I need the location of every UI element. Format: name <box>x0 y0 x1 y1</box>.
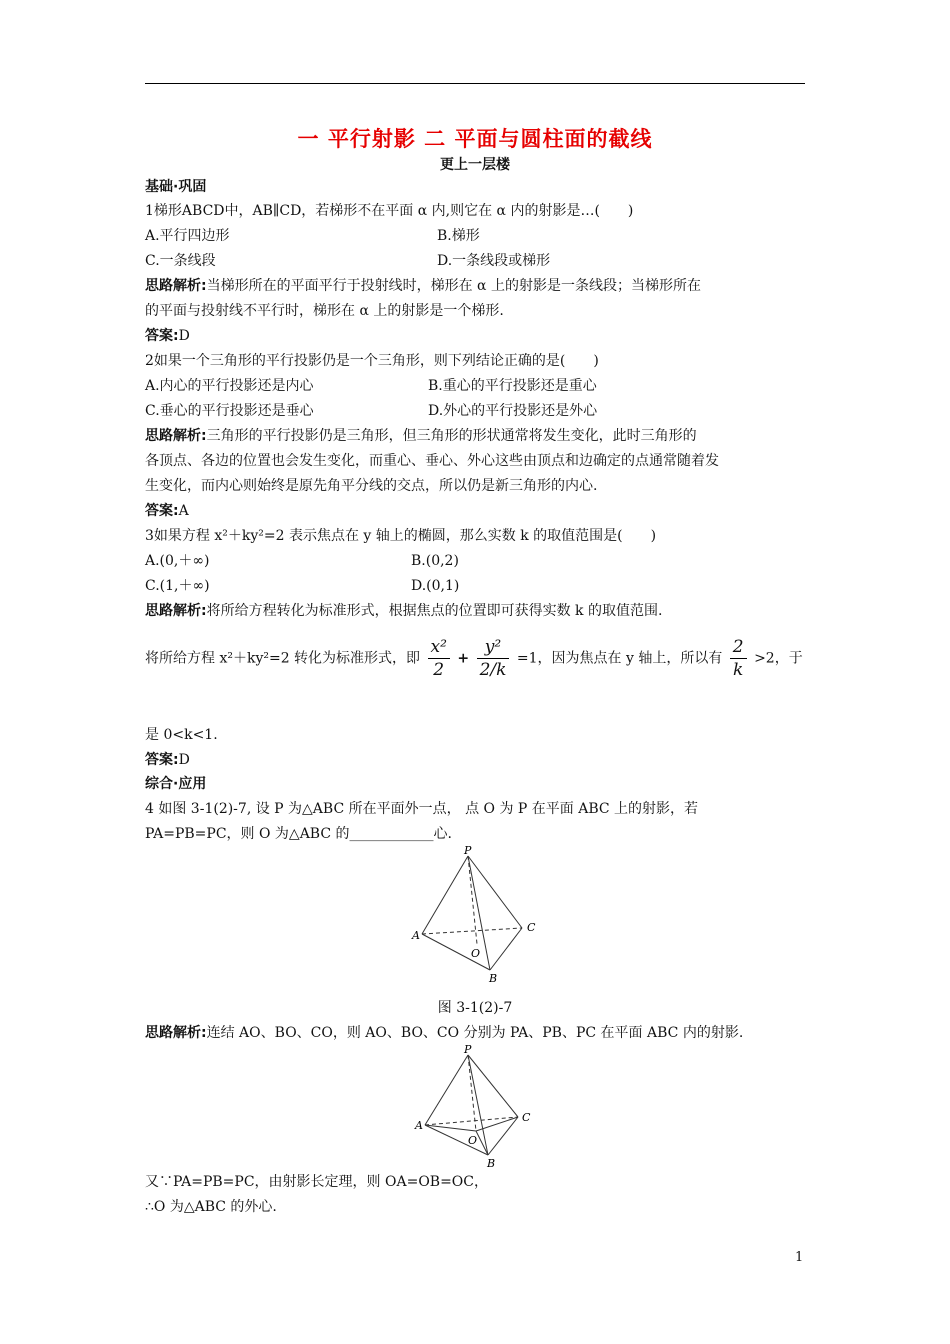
tetrahedron-figure-1 <box>405 842 545 987</box>
q3-answer: 答案:D <box>145 752 190 768</box>
q1-stem: 1梯形ABCD中，AB∥CD，若梯形不在平面 α 内,则它在 α 内的射影是…( ) <box>145 203 634 219</box>
q2-analysis-line1: 思路解析:三角形的平行投影仍是三角形，但三角形的形状通常将发生变化，此时三角形的 <box>145 428 697 444</box>
point-p-label: P <box>464 844 472 857</box>
q2-analysis-line3: 生变化，而内心则始终是原先角平分线的交点，所以仍是新三角形的内心. <box>145 478 598 494</box>
q1-answer: 答案:D <box>145 328 190 344</box>
q4-stem-line2: PA=PB=PC，则 O 为△ABC 的____________心. <box>145 826 452 842</box>
q1-option-c: C.一条线段 <box>145 253 216 269</box>
q3-derivation: 将所给方程 x²＋ky²=2 转化为标准形式，即 $\frac{\text{x²}}{2}$ + $\frac{\text{y²}}{2/k}$ =1，因为焦点在 y 轴上，所以有 $\frac{2}{k}$ >2，于 <box>145 637 803 680</box>
figure-caption: 图 3-1(2)-7 <box>437 1000 513 1016</box>
q4-analysis-line3: ∴O 为△ABC 的外心. <box>145 1199 277 1215</box>
q3-derivation-end: 是 0<k<1. <box>145 727 218 743</box>
point-b-label-2: B <box>487 1157 496 1170</box>
q3-option-b: B.(0,2) <box>411 553 459 569</box>
q3-stem: 3如果方程 x²＋ky²=2 表示焦点在 y 轴上的椭圆，那么实数 k 的取值范围是( ) <box>145 528 657 544</box>
fraction-x2-over-2: $\frac{\text{x²}}{2}$ <box>428 636 450 681</box>
q3-option-c: C.(1,＋∞) <box>145 578 210 594</box>
q2-analysis-label: 思路解析: <box>145 428 207 444</box>
point-b-label: B <box>489 972 498 985</box>
point-o-label-2: O <box>468 1134 478 1147</box>
tetrahedron-figure-2 <box>410 1043 540 1171</box>
page-number: 1 <box>795 1250 804 1265</box>
page-title: 一 平行射影 二 平面与圆柱面的截线 <box>297 127 653 151</box>
fraction-y2-over-2k: $\frac{\text{y²}}{2/k}$ <box>477 636 510 681</box>
q2-option-d: D.外心的平行投影还是外心 <box>428 403 598 419</box>
point-c-label: C <box>527 921 536 934</box>
q2-answer: 答案:A <box>145 503 189 519</box>
q3-option-d: D.(0,1) <box>411 578 460 594</box>
q2-option-a: A.内心的平行投影还是内心 <box>145 378 314 394</box>
q3-analysis-label: 思路解析: <box>145 603 207 619</box>
point-c-label-2: C <box>522 1111 531 1124</box>
q2-option-b: B.重心的平行投影还是重心 <box>428 378 597 394</box>
q1-analysis-line1: 思路解析:当梯形所在的平面平行于投射线时，梯形在 α 上的射影是一条线段；当梯形所在 <box>145 278 701 294</box>
point-o-label: O <box>471 947 481 960</box>
q1-option-b: B.梯形 <box>437 228 480 244</box>
q4-analysis-label: 思路解析: <box>145 1025 207 1041</box>
point-p-label-2: P <box>464 1043 472 1056</box>
q4-analysis-line1: 思路解析:连结 AO、BO、CO，则 AO、BO、CO 分别为 PA、PB、PC 在平面 ABC 内的射影. <box>145 1025 744 1041</box>
section-basic: 基础·巩固 <box>145 179 207 195</box>
q4-stem-line1: 4 如图 3-1(2)-7, 设 P 为△ABC 所在平面外一点， 点 O 为 P 在平面 ABC 上的射影，若 <box>145 801 699 817</box>
q1-analysis-label: 思路解析: <box>145 278 207 294</box>
header-rule <box>145 83 805 84</box>
fraction-2-over-k: $\frac{2}{k}$ <box>730 636 747 681</box>
q2-stem: 2如果一个三角形的平行投影仍是一个三角形，则下列结论正确的是( ) <box>145 353 599 369</box>
q3-analysis-line1: 思路解析:将所给方程转化为标准形式，根据焦点的位置即可获得实数 k 的取值范围. <box>145 603 663 619</box>
q3-option-a: A.(0,＋∞) <box>145 553 210 569</box>
q1-option-d: D.一条线段或梯形 <box>437 253 551 269</box>
page-subtitle: 更上一层楼 <box>440 157 510 173</box>
section-comprehensive: 综合·应用 <box>145 776 207 792</box>
point-a-label-2: A <box>415 1119 423 1132</box>
q1-option-a: A.平行四边形 <box>145 228 230 244</box>
q2-analysis-line2: 各顶点、各边的位置也会发生变化，而重心、垂心、外心这些由顶点和边确定的点通常随着发 <box>145 453 719 469</box>
q1-analysis-line2: 的平面与投射线不平行时，梯形在 α 上的射影是一个梯形. <box>145 303 504 319</box>
q4-analysis-line2: 又∵PA=PB=PC，由射影长定理，则 OA=OB=OC， <box>145 1174 488 1190</box>
q2-option-c: C.垂心的平行投影还是垂心 <box>145 403 314 419</box>
point-a-label: A <box>412 929 420 942</box>
